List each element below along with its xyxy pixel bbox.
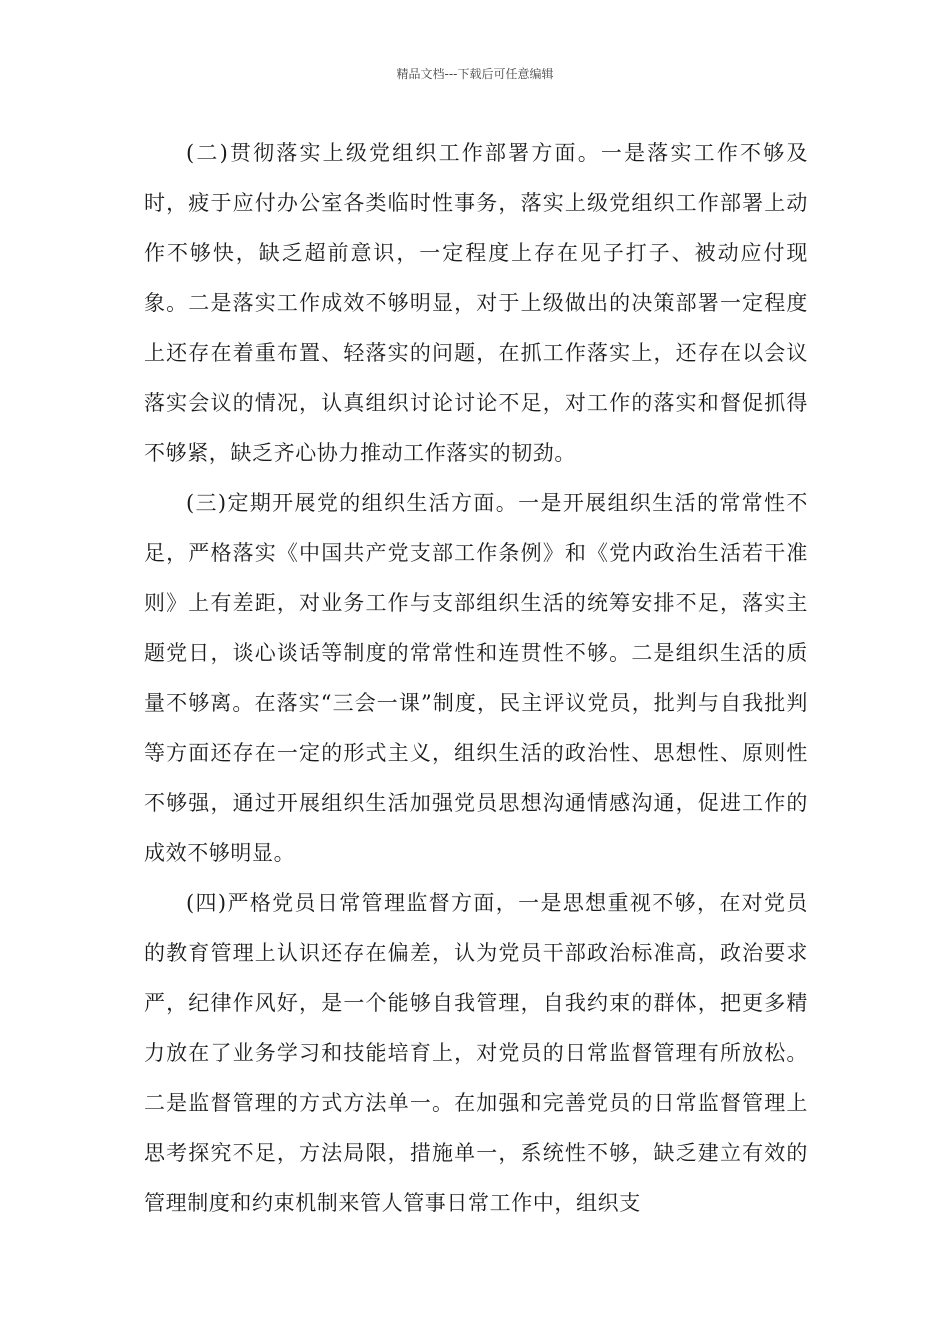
paragraph-section-2: (二)贯彻落实上级党组织工作部署方面。一是落实工作不够及时，疲于应付办公室各类临时性事务，落实上级党组织工作部署上动作不够快，缺乏超前意识，一定程度上存在见子打子、被动应付现象。二是落实工作成效不够明显，对于上级做出的决策部署一定程度上还存在着重布置、轻落实的问题，在抓工作落实上，还存在以会议落实会议的情况，认真组织讨论讨论不足，对工作的落实和督促抓得不够紧，缺乏齐心协力推动工作落实的韧劲。 (144, 141, 808, 465)
page-header: 精品文档---下载后可任意编辑 (396, 67, 554, 81)
document-body (144, 128, 808, 1228)
paragraph-section-4: (四)严格党员日常管理监督方面，一是思想重视不够，在对党员的教育管理上认识还存在偏差，认为党员干部政治标准高，政治要求严，纪律作风好，是一个能够自我管理，自我约束的群体，把更多精力放在了业务学习和技能培育上，对党员的日常监督管理有所放松。二是监督管理的方式方法单一。在加强和完善党员的日常监督管理上思考探究不足，方法局限，措施单一，系统性不够，缺乏建立有效的管理制度和约束机制来管人管事日常工作中，组织支 (144, 891, 808, 1215)
paragraph-section-3: (三)定期开展党的组织生活方面。一是开展组织生活的常常性不足，严格落实《中国共产党支部工作条例》和《党内政治生活若干准则》上有差距，对业务工作与支部组织生活的统筹安排不足，落实主题党日，谈心谈话等制度的常常性和连贯性不够。二是组织生活的质量不够离。在落实“三会一课”制度，民主评议党员，批判与自我批判等方面还存在一定的形式主义，组织生活的政治性、思想性、原则性不够强，通过开展组织生活加强党员思想沟通情感沟通，促进工作的成效不够明显。 (144, 491, 808, 865)
